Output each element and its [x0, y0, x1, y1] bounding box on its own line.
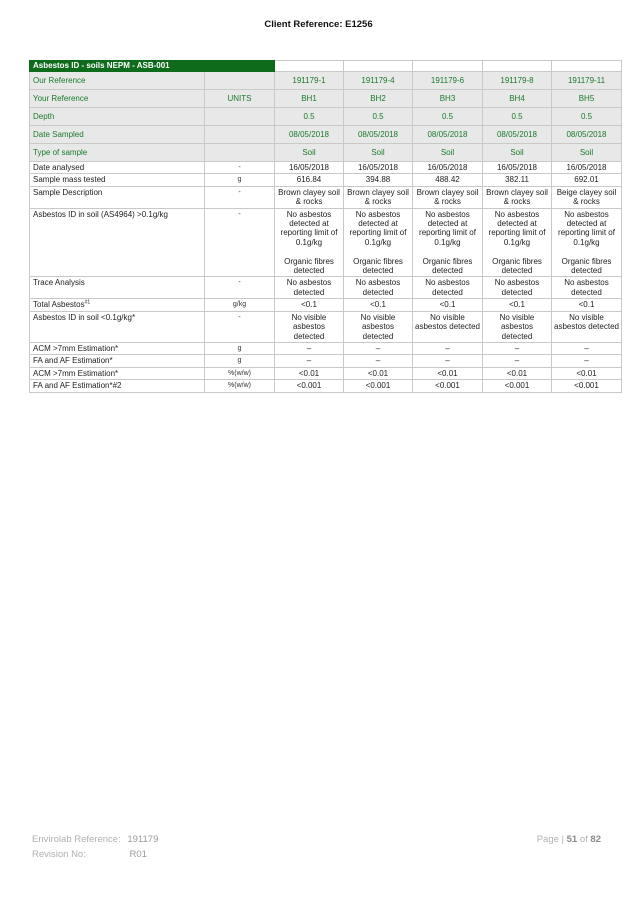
table-row [30, 299, 622, 311]
sample-cell: 08/05/2018 [483, 126, 552, 144]
reference-row [30, 90, 622, 108]
sample-cell: BH1 [275, 90, 344, 108]
sample-cell: 08/05/2018 [413, 126, 483, 144]
result-cell: <0.001 [275, 380, 344, 392]
row-units [205, 126, 275, 144]
client-reference-title: Client Reference: E1256 [264, 19, 373, 30]
result-cell: <0.1 [344, 299, 413, 311]
result-cell: No asbestos detected [275, 277, 344, 299]
result-cell: 16/05/2018 [552, 162, 622, 174]
row-label: Our Reference [30, 72, 205, 90]
row-label-text: Date analysed [33, 163, 85, 172]
reference-row [30, 144, 622, 162]
result-cell: <0.001 [413, 380, 483, 392]
result-cell: No asbestos detected at reporting limit of 0.1g/kg Organic fibres detected [483, 208, 552, 277]
result-cell: <0.001 [344, 380, 413, 392]
table-row [30, 186, 622, 208]
envirolab-reference: Envirolab Reference: 191179 [32, 834, 159, 845]
sample-cell: BH4 [483, 90, 552, 108]
results-table [29, 60, 622, 393]
row-units: g [205, 355, 275, 367]
result-cell: No asbestos detected at reporting limit of 0.1g/kg Organic fibres detected [275, 208, 344, 277]
page-number: Page | 51 of 82 [536, 834, 601, 845]
sample-cell: 0.5 [413, 108, 483, 126]
sample-cell: 08/05/2018 [275, 126, 344, 144]
result-cell: – [552, 355, 622, 367]
results-table-body [30, 61, 622, 393]
footer-references [32, 832, 158, 862]
result-cell: – [413, 355, 483, 367]
result-cell: No visible asbestos detected [483, 311, 552, 342]
row-label [30, 277, 205, 299]
result-cell: No asbestos detected [483, 277, 552, 299]
row-label [30, 162, 205, 174]
result-cell: – [344, 355, 413, 367]
result-cell: Brown clayey soil & rocks [413, 186, 483, 208]
row-units: %(w/w) [205, 380, 275, 392]
row-label: Date Sampled [30, 126, 205, 144]
row-label-text: Trace Analysis [33, 278, 85, 288]
table-row [30, 174, 622, 186]
result-cell: – [344, 342, 413, 354]
row-units: g/kg [205, 299, 275, 311]
result-cell: No visible asbestos detected [275, 311, 344, 342]
table-row [30, 380, 622, 392]
table-row [30, 367, 622, 379]
row-label [30, 380, 205, 392]
row-units: %(w/w) [205, 367, 275, 379]
row-units [205, 144, 275, 162]
row-units: - [205, 277, 275, 299]
result-cell: 616.84 [275, 174, 344, 186]
sample-cell: 08/05/2018 [552, 126, 622, 144]
reference-row [30, 72, 622, 90]
result-cell: 16/05/2018 [275, 162, 344, 174]
result-cell: No visible asbestos detected [344, 311, 413, 342]
row-units: - [205, 162, 275, 174]
result-cell: <0.001 [552, 380, 622, 392]
sample-cell: BH5 [552, 90, 622, 108]
result-cell: <0.1 [552, 299, 622, 311]
result-cell: – [552, 342, 622, 354]
result-cell: 16/05/2018 [483, 162, 552, 174]
result-cell: Brown clayey soil & rocks [344, 186, 413, 208]
result-cell: 16/05/2018 [344, 162, 413, 174]
result-cell: <0.01 [483, 367, 552, 379]
sample-cell: Soil [344, 144, 413, 162]
row-label-text: Total Asbestos [33, 300, 85, 310]
footnote-marker: #1 [84, 299, 91, 306]
result-cell: No asbestos detected at reporting limit of 0.1g/kg Organic fibres detected [344, 208, 413, 277]
row-label [30, 208, 205, 277]
sample-cell: 0.5 [483, 108, 552, 126]
sample-cell: 191179-4 [344, 72, 413, 90]
sample-cell: 191179-8 [483, 72, 552, 90]
sample-cell: Soil [552, 144, 622, 162]
result-cell: Beige clayey soil & rocks [552, 186, 622, 208]
row-label-text: Asbestos ID in soil <0.1g/kg* [33, 312, 136, 322]
row-label-text: FA and AF Estimation*#2 [33, 381, 122, 391]
table-row [30, 355, 622, 367]
result-cell: – [483, 355, 552, 367]
sample-cell: BH2 [344, 90, 413, 108]
sample-cell: 191179-11 [552, 72, 622, 90]
row-label [30, 174, 205, 186]
result-cell: – [413, 342, 483, 354]
sample-cell: Soil [413, 144, 483, 162]
table-row [30, 208, 622, 277]
sample-cell: BH3 [413, 90, 483, 108]
sample-cell: 0.5 [552, 108, 622, 126]
row-label-text: ACM >7mm Estimation* [33, 368, 119, 378]
table-row [30, 162, 622, 174]
result-cell: 394.88 [344, 174, 413, 186]
row-label [30, 311, 205, 342]
row-units: UNITS [205, 90, 275, 108]
result-cell: 488.42 [413, 174, 483, 186]
table-row [30, 311, 622, 342]
result-cell: – [275, 342, 344, 354]
result-cell: <0.01 [413, 367, 483, 379]
reference-row [30, 108, 622, 126]
result-cell: Brown clayey soil & rocks [483, 186, 552, 208]
reference-row [30, 126, 622, 144]
revision-number: Revision No: R01 [32, 849, 147, 860]
row-label-text: FA and AF Estimation* [33, 356, 113, 366]
row-label [30, 186, 205, 208]
row-units [205, 72, 275, 90]
row-label-text: ACM >7mm Estimation* [33, 343, 119, 353]
result-cell: No asbestos detected [552, 277, 622, 299]
row-label-text: Asbestos ID in soil (AS4964) >0.1g/kg [33, 209, 168, 219]
result-cell: No asbestos detected [413, 277, 483, 299]
row-units: - [205, 311, 275, 342]
result-cell: No visible asbestos detected [413, 311, 483, 342]
result-cell: No asbestos detected at reporting limit of 0.1g/kg Organic fibres detected [413, 208, 483, 277]
result-cell: <0.1 [483, 299, 552, 311]
result-cell: <0.1 [275, 299, 344, 311]
row-label [30, 355, 205, 367]
row-label [30, 299, 205, 311]
result-cell: <0.01 [552, 367, 622, 379]
sample-cell: 191179-1 [275, 72, 344, 90]
table-title-row [30, 61, 622, 72]
result-cell: <0.1 [413, 299, 483, 311]
row-label: Your Reference [30, 90, 205, 108]
table-title: Asbestos ID - soils NEPM - ASB-001 [30, 61, 275, 72]
row-units: - [205, 186, 275, 208]
result-cell: Brown clayey soil & rocks [275, 186, 344, 208]
sample-cell: 0.5 [344, 108, 413, 126]
row-label: Type of sample [30, 144, 205, 162]
row-label [30, 367, 205, 379]
row-label [30, 342, 205, 354]
row-label-text: Sample Description [33, 187, 103, 197]
sample-cell: Soil [275, 144, 344, 162]
row-label: Depth [30, 108, 205, 126]
result-cell: 692.01 [552, 174, 622, 186]
sample-cell: 191179-6 [413, 72, 483, 90]
result-cell: 382.11 [483, 174, 552, 186]
result-cell: No asbestos detected [344, 277, 413, 299]
result-cell: No asbestos detected at reporting limit of 0.1g/kg Organic fibres detected [552, 208, 622, 277]
row-units: g [205, 174, 275, 186]
row-units: - [205, 208, 275, 277]
result-cell: – [483, 342, 552, 354]
row-units: g [205, 342, 275, 354]
result-cell: <0.01 [275, 367, 344, 379]
table-row [30, 277, 622, 299]
row-label-text: Sample mass tested [33, 175, 106, 185]
result-cell: No visible asbestos detected [552, 311, 622, 342]
table-row [30, 342, 622, 354]
result-cell: <0.01 [344, 367, 413, 379]
sample-cell: 0.5 [275, 108, 344, 126]
sample-cell: Soil [483, 144, 552, 162]
result-cell: 16/05/2018 [413, 162, 483, 174]
result-cell: <0.001 [483, 380, 552, 392]
result-cell: – [275, 355, 344, 367]
row-units [205, 108, 275, 126]
sample-cell: 08/05/2018 [344, 126, 413, 144]
